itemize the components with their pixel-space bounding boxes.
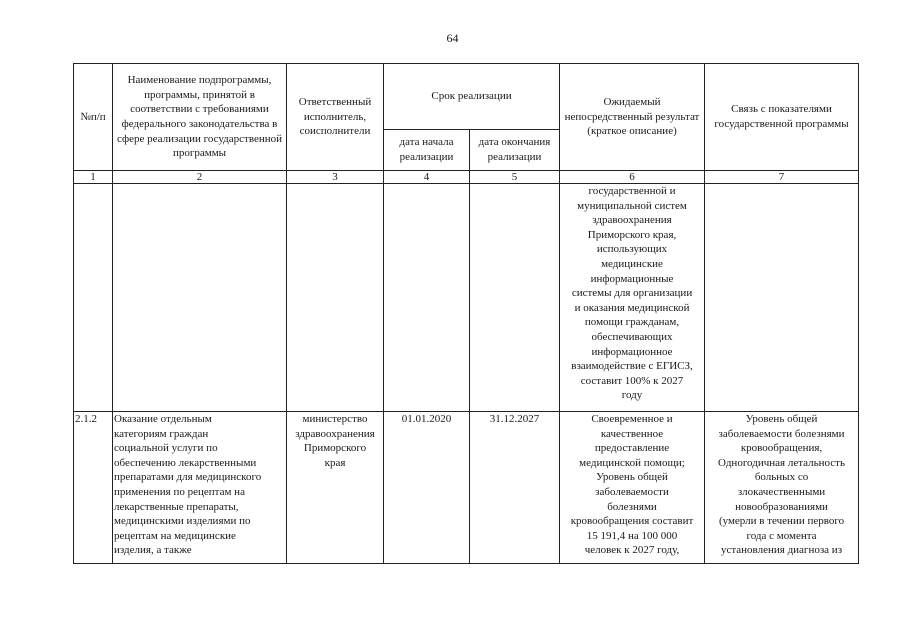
end-date [470,184,560,412]
start-date: 01.01.2020 [384,412,470,564]
end-date: 31.12.2027 [470,412,560,564]
header-period: Срок реализации [384,64,560,130]
program-table [73,63,859,564]
program-name [113,184,287,412]
header-executor: Ответственный исполнитель, соисполнители [287,64,384,171]
column-number: 2 [113,171,287,184]
executor [287,184,384,412]
header-indicators-link: Связь с показателями государственной программы [705,64,859,171]
table-row [74,412,859,564]
header-number: №п/п [74,64,113,171]
row-number [74,184,113,412]
page-number: 64 [446,31,459,45]
indicators-link: Уровень общей заболеваемости болезнями кровообращения, Одногодичная летальность больных со злокачественными новообразованиями (умерли в течении первого года с момента установления диагноза из [705,412,859,564]
column-number: 6 [560,171,705,184]
column-number: 1 [74,171,113,184]
header-start-date: дата начала реализации [384,130,470,171]
program-name: Оказание отдельным категориям граждан социальной услуги по обеспечению лекарственными препаратами для медицинского применения по рецептам на лекарственные препараты, медицинскими изделиями по рецептам на медицинские изделия, а также [113,412,287,564]
row-number: 2.1.2 [74,412,113,564]
start-date [384,184,470,412]
column-number: 3 [287,171,384,184]
header-expected-result: Ожидаемый непосредственный результат (краткое описание) [560,64,705,171]
column-number: 7 [705,171,859,184]
header-program-name: Наименование подпрограммы, программы, принятой в соответствии с требованиями федерального законодательства в сфере реализации государственной программы [113,64,287,171]
executor: министерство здравоохранения Приморского края [287,412,384,564]
indicators-link [705,184,859,412]
column-number: 5 [470,171,560,184]
expected-result: государственной и муниципальной систем здравоохранения Приморского края, использующих медицинские информационные системы для организации и оказания медицинской помощи гражданам, обеспечивающих информационное взаимодействие с ЕГИСЗ, составит 100% к 2027 году [560,184,705,412]
header-end-date: дата окончания реализации [470,130,560,171]
table-row [74,184,859,412]
column-number: 4 [384,171,470,184]
expected-result: Своевременное и качественное предоставление медицинской помощи; Уровень общей заболеваемости болезнями кровообращения составит 15 191,4 на 100 000 человек к 2027 году, [560,412,705,564]
